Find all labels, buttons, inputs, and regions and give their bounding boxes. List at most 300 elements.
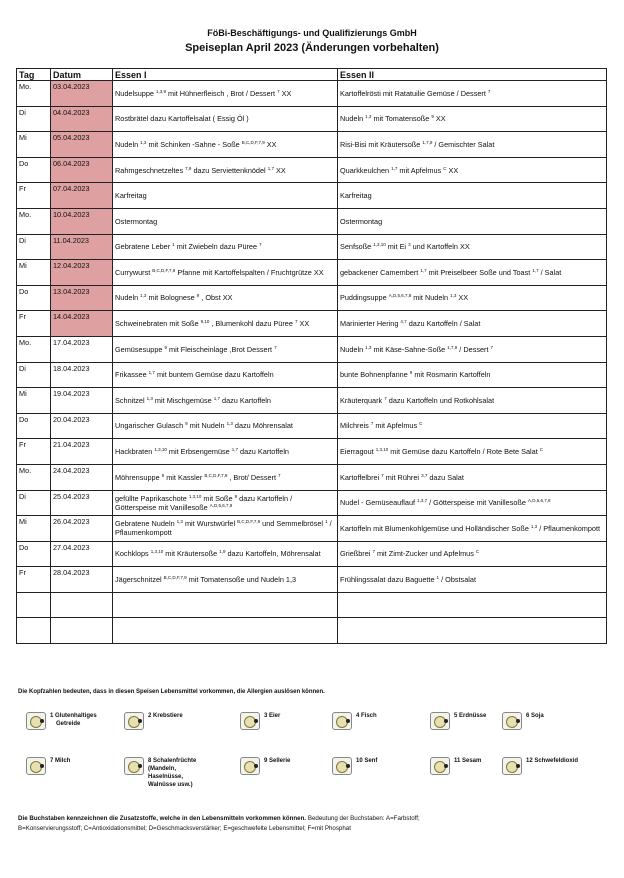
allergen-label	[50, 712, 97, 728]
menu-table-body	[17, 81, 607, 644]
meal-1-cell	[113, 567, 338, 593]
table-row	[17, 81, 607, 107]
meal-text: Nudeln	[340, 344, 366, 354]
meal-1-cell	[113, 285, 338, 311]
mustard-icon	[332, 757, 352, 775]
meal-text: Milchreis	[340, 421, 371, 431]
table-row	[17, 208, 607, 234]
allergen-item	[124, 712, 183, 730]
additives-footer	[18, 814, 608, 833]
meal-1-cell	[113, 234, 338, 260]
allergen-codes: A,D,5,6,7,8	[388, 293, 412, 299]
weekday-cell: Do	[17, 413, 51, 439]
allergen-codes: 1,3	[140, 293, 147, 299]
meal-text: XX	[456, 293, 469, 303]
meal-1-cell	[113, 157, 338, 183]
table-row	[17, 132, 607, 158]
meal-1-cell	[113, 183, 338, 209]
allergen-codes: 1	[325, 519, 328, 525]
allergen-label	[264, 757, 290, 765]
meal-2-cell	[338, 464, 607, 490]
meal-text: Schnitzel	[115, 395, 147, 405]
table-row	[17, 388, 607, 414]
allergen-codes: 1,7	[420, 267, 427, 273]
weekday-cell: Mo.	[17, 336, 51, 362]
meal-1-cell	[113, 208, 338, 234]
date-cell: 26.04.2023	[51, 516, 113, 542]
meal-text: gefüllte Paprikaschote	[115, 493, 189, 503]
allergen-item	[430, 757, 481, 775]
allergen-label-line: (Mandeln,	[148, 766, 176, 773]
allergen-codes: 9	[185, 421, 188, 427]
allergen-codes: 7	[370, 421, 374, 427]
allergen-codes: 3	[408, 242, 411, 248]
meal-text: Marinierter Hering	[340, 319, 401, 329]
allergen-label	[50, 757, 70, 765]
weekday-cell: Do	[17, 157, 51, 183]
meal-1-cell	[113, 592, 338, 618]
meal-text: Kartoffelrösti mit Ratatuilie Gemüse / Dessert	[340, 88, 488, 98]
date-cell: 20.04.2023	[51, 413, 113, 439]
meal-text: mit Käse-Sahne-Soße	[371, 344, 448, 354]
allergen-codes: 1,3	[146, 395, 153, 401]
allergen-codes: 1,3	[176, 519, 183, 525]
meal-text: / Gemischter Salat	[432, 139, 495, 149]
egg-icon	[240, 712, 260, 730]
col-header-tag: Tag	[17, 69, 51, 81]
meal-text: mit Ei	[385, 242, 409, 252]
meal-text: Risi-Bisi mit Kräutersoße	[340, 139, 423, 149]
meal-text: mit Preiselbeer Soße und Toast	[426, 267, 533, 277]
meal-1-cell	[113, 490, 338, 516]
meal-text: dazu Kartoffeln	[238, 447, 289, 457]
meal-text: / Obstsalat	[439, 575, 476, 585]
fish-icon	[332, 712, 352, 730]
meal-text: und Kartoffeln XX	[410, 242, 470, 252]
meal-text: bunte Bohnenpfanne	[340, 370, 410, 380]
allergen-codes: 7	[384, 395, 387, 401]
allergen-codes: 7	[490, 344, 494, 350]
weekday-cell: Mi	[17, 516, 51, 542]
table-row	[17, 439, 607, 465]
allergen-codes: 1,3,10	[188, 493, 202, 499]
allergen-codes: 3,7	[421, 472, 428, 478]
date-cell: 24.04.2023	[51, 464, 113, 490]
allergen-codes: B,C,D,F,7,9	[204, 472, 228, 478]
meal-text: mit Bolognese	[146, 293, 197, 303]
allergen-item	[240, 712, 280, 730]
allergen-codes: C	[539, 447, 544, 453]
meal-1-cell	[113, 388, 338, 414]
allergen-codes: 7	[487, 88, 491, 94]
meal-text: XX	[279, 88, 292, 98]
allergen-item	[332, 712, 377, 730]
weekday-cell: Di	[17, 362, 51, 388]
meal-text: XX	[273, 165, 286, 175]
meal-1-cell	[113, 132, 338, 158]
table-row	[17, 311, 607, 337]
meal-1-cell	[113, 541, 338, 567]
date-cell: 27.04.2023	[51, 541, 113, 567]
meal-text: , Brot/ Dessert	[227, 472, 279, 482]
meal-text: mit Apfelmus	[397, 165, 444, 175]
page-title: Speiseplan April 2023 (Änderungen vorbehalten)	[185, 42, 439, 54]
meal-text: Ostermontag	[340, 216, 383, 226]
meal-2-cell	[338, 567, 607, 593]
meal-text: Frühlingssalat dazu Baguette	[340, 575, 437, 585]
allergen-codes: B,C,D,F,7,9	[152, 267, 176, 273]
weekday-cell	[17, 592, 51, 618]
meal-text: dazu Serviettenknödel	[191, 165, 268, 175]
weekday-cell: Di	[17, 490, 51, 516]
meal-text: Gebratene Leber	[115, 242, 173, 252]
meal-text: mit Kräutersoße	[163, 549, 220, 559]
meal-2-cell	[338, 208, 607, 234]
table-row	[17, 183, 607, 209]
allergen-codes: 1,3,10	[375, 447, 389, 453]
allergen-codes: C	[419, 421, 423, 427]
allergen-codes: A,D,5,6,7,8	[527, 498, 551, 504]
allergen-codes: 7	[372, 549, 375, 555]
date-cell: 10.04.2023	[51, 208, 113, 234]
allergen-label-line: 12 Schwefeldioxid	[526, 758, 579, 764]
allergen-codes: 1,3,9	[155, 88, 166, 94]
meal-text: Kochklops	[115, 549, 151, 559]
meal-text: Rostbrätel dazu Kartoffelsalat ( Essig Öl )	[115, 114, 249, 124]
meal-text: mit Gemüse dazu Kartoffeln / Rote Bete Salat	[388, 447, 540, 457]
allergen-codes: 1,3,10	[150, 549, 164, 555]
date-cell: 14.04.2023	[51, 311, 113, 337]
meal-text: mit Wurstwürfel	[182, 519, 238, 529]
weekday-cell: Mi	[17, 132, 51, 158]
allergen-label-line: 2 Krebstiere	[148, 713, 183, 719]
additives-note-text2: B=Konservierungsstoff; C=Antioxidationsmittel; D=Geschmacksverstärker; E=geschwefelte Lebensmittel; F=mit Phosphat	[18, 824, 351, 832]
allergen-codes: B,C,D,F,7,9	[241, 139, 265, 145]
soy-icon	[502, 712, 522, 730]
meal-text: dazu Möhrensalat	[232, 421, 293, 431]
sesame-icon	[430, 757, 450, 775]
allergen-label	[148, 712, 183, 720]
meal-1-cell	[113, 106, 338, 132]
meal-text: mit Tomatensoße	[371, 114, 432, 124]
meal-1-cell	[113, 464, 338, 490]
weekday-cell: Fr	[17, 567, 51, 593]
meal-2-cell	[338, 362, 607, 388]
meal-text: / Götterspeise mit Vanillesoße	[427, 498, 528, 508]
allergen-codes: 9	[196, 293, 200, 299]
allergen-item	[332, 757, 377, 775]
table-row	[17, 516, 607, 542]
allergen-codes: 1,7,9	[447, 344, 458, 350]
meal-text: mit Apfelmus	[373, 421, 420, 431]
table-row	[17, 490, 607, 516]
meal-text: dazu Kartoffeln	[220, 395, 271, 405]
allergen-codes: 1,7	[213, 395, 220, 401]
crustacean-icon	[124, 712, 144, 730]
meal-2-cell	[338, 285, 607, 311]
table-row	[17, 260, 607, 286]
meal-2-cell	[338, 234, 607, 260]
table-row	[17, 285, 607, 311]
meal-text: XX	[297, 319, 310, 329]
allergen-codes: 9	[431, 114, 434, 120]
allergen-note: Die Kopfzahlen bedeuten, dass in diesen Speisen Lebensmittel vorkommen, die Allergien auslösen können.	[18, 689, 325, 695]
allergen-codes: 7	[274, 344, 277, 350]
menu-table	[16, 68, 607, 644]
table-row	[17, 362, 607, 388]
table-row	[17, 592, 607, 618]
additives-note-bold: Die Buchstaben kennzeichnen die Zusatzstoffe, welche in den Lebensmitteln vorkommen können.	[18, 815, 307, 822]
meal-text: mit Zimt-Zucker und Apfelmus	[374, 549, 476, 559]
allergen-codes: C	[475, 549, 480, 555]
table-row	[17, 618, 607, 644]
allergen-label	[526, 757, 578, 765]
weekday-cell: Fr	[17, 439, 51, 465]
meal-text: gebackener Camembert	[340, 267, 421, 277]
meal-text: mit Nudeln	[187, 421, 227, 431]
table-row	[17, 234, 607, 260]
allergen-codes: 1,9	[219, 549, 226, 555]
allergen-codes: 1,7	[231, 447, 239, 453]
allergen-label-line: 3 Eier	[264, 713, 281, 719]
meal-2-cell	[338, 81, 607, 107]
meal-text: mit Fleischeinlage ,Brot Dessert	[167, 344, 275, 354]
allergen-label	[264, 712, 280, 720]
meal-text: Pfanne mit Kartoffelspalten / Fruchtgrütze XX	[175, 267, 324, 277]
allergen-codes: 1,7	[148, 370, 155, 376]
table-row	[17, 464, 607, 490]
date-cell: 06.04.2023	[51, 157, 113, 183]
allergen-codes: 9	[409, 370, 413, 376]
allergen-label	[454, 712, 486, 720]
allergen-label-line: 5 Erdnüsse	[454, 713, 487, 719]
meal-text: dazu Salat	[427, 472, 464, 482]
date-cell: 12.04.2023	[51, 260, 113, 286]
meal-text: mit Zwiebeln dazu Püree	[174, 242, 260, 252]
meal-text: Rahmgeschnetzeltes	[115, 165, 186, 175]
allergen-codes: 1	[436, 575, 440, 581]
meal-1-cell	[113, 618, 338, 644]
meal-2-cell	[338, 311, 607, 337]
meal-2-cell	[338, 260, 607, 286]
meal-text: mit Kassler	[164, 472, 205, 482]
meal-1-cell	[113, 439, 338, 465]
meal-text: mit Rührei	[383, 472, 422, 482]
meal-text: Möhrensuppe	[115, 472, 162, 482]
meal-text: Quarkkeulchen	[340, 165, 392, 175]
meal-text: Kartoffeln mit Blumenkohlgemüse und Holländischer Soße	[340, 523, 531, 533]
meal-text: Nudel - Gemüseauflauf	[340, 498, 418, 508]
meal-text: mit Schinken -Sahne - Soße	[146, 139, 242, 149]
meal-text: Karfreitag	[340, 191, 372, 201]
table-row	[17, 413, 607, 439]
date-cell: 07.04.2023	[51, 183, 113, 209]
allergen-label-line: 1 Glutenhaltiges	[50, 713, 97, 719]
allergen-codes: 1,3,10	[373, 242, 386, 248]
table-header-row	[17, 69, 607, 81]
meal-2-cell	[338, 439, 607, 465]
meal-text: Puddingsuppe	[340, 293, 389, 303]
meal-text: Jägerschnitzel	[115, 575, 164, 585]
meal-text: und Semmelbrösel	[260, 519, 326, 529]
allergen-item	[502, 757, 578, 775]
allergen-label-line: Haselnüsse,	[148, 774, 184, 781]
date-cell: 25.04.2023	[51, 490, 113, 516]
allergen-codes: 9	[161, 472, 165, 478]
meal-text: dazu Kartoffeln / Salat	[406, 319, 481, 329]
meal-text: mit Tomatensoße und Nudeln 1,3	[186, 575, 297, 585]
allergen-item	[240, 757, 290, 775]
allergen-codes: 7	[278, 472, 281, 478]
allergen-label-line: 4 Fisch	[356, 713, 377, 719]
allergen-codes: 9,10	[200, 319, 210, 325]
meal-2-cell	[338, 618, 607, 644]
meal-text: Grießbrei	[340, 549, 373, 559]
allergen-codes: 1,7	[391, 165, 398, 171]
meal-text: Eierragout	[340, 447, 376, 457]
celery-icon	[240, 757, 260, 775]
meal-2-cell	[338, 413, 607, 439]
allergen-label	[148, 757, 196, 789]
meal-text: , Obst XX	[199, 293, 233, 303]
allergen-codes: 7	[277, 88, 280, 94]
meal-text: Kräuterquark	[340, 395, 385, 405]
meal-text: Hackbraten	[115, 447, 155, 457]
allergen-codes: 1,3	[365, 344, 372, 350]
table-row	[17, 336, 607, 362]
weekday-cell: Mo.	[17, 81, 51, 107]
allergen-codes: A,D,5,6,7,8	[209, 502, 233, 508]
meal-2-cell	[338, 106, 607, 132]
date-cell: 18.04.2023	[51, 362, 113, 388]
allergen-label-line: 8 Schalenfrüchte	[148, 758, 197, 764]
allergen-item	[26, 712, 97, 730]
allergen-item	[26, 757, 70, 775]
meal-text: mit Mischgemüse	[152, 395, 214, 405]
nut-icon	[124, 757, 144, 775]
weekday-cell: Di	[17, 234, 51, 260]
date-cell: 21.04.2023	[51, 439, 113, 465]
date-cell: 04.04.2023	[51, 106, 113, 132]
date-cell: 19.04.2023	[51, 388, 113, 414]
meal-text: Nudeln	[115, 293, 141, 303]
allergen-codes: 1,3	[450, 293, 457, 299]
meal-2-cell	[338, 490, 607, 516]
meal-2-cell	[338, 183, 607, 209]
allergen-codes: 9	[234, 493, 238, 499]
meal-text: Senfsoße	[340, 242, 374, 252]
meal-text: / Salat	[538, 267, 562, 277]
allergen-codes: 1,3,10	[154, 447, 167, 453]
weekday-cell	[17, 618, 51, 644]
weekday-cell: Mo.	[17, 464, 51, 490]
meal-text: Gemüsesuppe	[115, 344, 165, 354]
meal-text: mit Soße	[201, 493, 235, 503]
milk-icon	[26, 757, 46, 775]
allergen-codes: 7	[294, 319, 298, 325]
allergen-label-line: 11 Sesam	[454, 758, 482, 764]
meal-2-cell	[338, 388, 607, 414]
allergen-codes: 7	[381, 472, 384, 478]
col-header-datum: Datum	[51, 69, 113, 81]
meal-1-cell	[113, 311, 338, 337]
date-cell: 17.04.2023	[51, 336, 113, 362]
allergen-item	[502, 712, 544, 730]
meal-text: mit Rosmarin Kartoffeln	[412, 370, 491, 380]
allergen-codes: 9	[164, 344, 168, 350]
allergen-codes: 1	[172, 242, 175, 248]
weekday-cell: Di	[17, 106, 51, 132]
meal-text: XX	[264, 139, 277, 149]
allergen-codes: 1,3	[226, 421, 233, 427]
meal-text: Gebratene Nudeln	[115, 519, 177, 529]
date-cell	[51, 618, 113, 644]
weekday-cell: Do	[17, 285, 51, 311]
allergen-codes: 7	[259, 242, 262, 248]
allergen-codes: C	[443, 165, 447, 171]
meal-2-cell	[338, 157, 607, 183]
allergen-label-line: 9 Sellerie	[264, 758, 291, 764]
weekday-cell: Fr	[17, 311, 51, 337]
allergen-label-line: 6 Soja	[526, 713, 544, 719]
company-name: FöBi-Beschäftigungs- und Qualifizierungs GmbH	[207, 28, 417, 38]
allergen-label	[356, 712, 377, 720]
meal-text: / Dessert	[457, 344, 491, 354]
table-row	[17, 567, 607, 593]
meal-2-cell	[338, 132, 607, 158]
meal-text: mit Nudeln	[411, 293, 451, 303]
date-cell	[51, 592, 113, 618]
allergen-codes: 1,7,9	[422, 139, 433, 145]
meal-text: , Blumenkohl dazu Püree	[209, 319, 295, 329]
allergen-codes: 1,3	[530, 523, 538, 529]
meal-text: dazu Kartoffeln und Rotkohlsalat	[386, 395, 495, 405]
date-cell: 05.04.2023	[51, 132, 113, 158]
col-header-essen2: Essen II	[338, 69, 607, 81]
meal-text: Kartoffelbrei	[340, 472, 382, 482]
meal-2-cell	[338, 336, 607, 362]
table-row	[17, 157, 607, 183]
sulfite-icon	[502, 757, 522, 775]
meal-text: / Pflaumenkompott	[537, 523, 601, 533]
allergen-codes: 7,9	[185, 165, 192, 171]
allergen-label	[526, 712, 544, 720]
date-cell: 28.04.2023	[51, 567, 113, 593]
allergen-codes: 1,3,7	[417, 498, 428, 504]
meal-text: Schweinebraten mit Soße	[115, 319, 201, 329]
allergen-label-line: 10 Senf	[356, 758, 378, 764]
allergen-codes: B,C,D,F,7,9	[163, 575, 187, 581]
meal-2-cell	[338, 516, 607, 542]
allergen-codes: 1,3	[365, 114, 372, 120]
col-header-essen1: Essen I	[113, 69, 338, 81]
meal-text: dazu Kartoffeln / Götterspeise mit Vanillesoße	[115, 493, 293, 512]
table-row	[17, 541, 607, 567]
meal-text: / Pflaumenkompott	[115, 519, 332, 538]
meal-text: mit Erbsengemüse	[166, 447, 232, 457]
allergen-label-line: Walnüsse usw.)	[148, 782, 193, 789]
meal-text: mit Hühnerfleisch , Brot / Dessert	[166, 88, 278, 98]
allergen-label-line: Getreide	[56, 721, 81, 728]
weekday-cell: Mi	[17, 260, 51, 286]
meal-text: Currywurst	[115, 267, 153, 277]
meal-text: Ostermontag	[115, 216, 158, 226]
date-cell: 11.04.2023	[51, 234, 113, 260]
meal-2-cell	[338, 541, 607, 567]
meal-text: XX	[446, 165, 459, 175]
meal-1-cell	[113, 336, 338, 362]
meal-text: Ungarischer Gulasch	[115, 421, 186, 431]
